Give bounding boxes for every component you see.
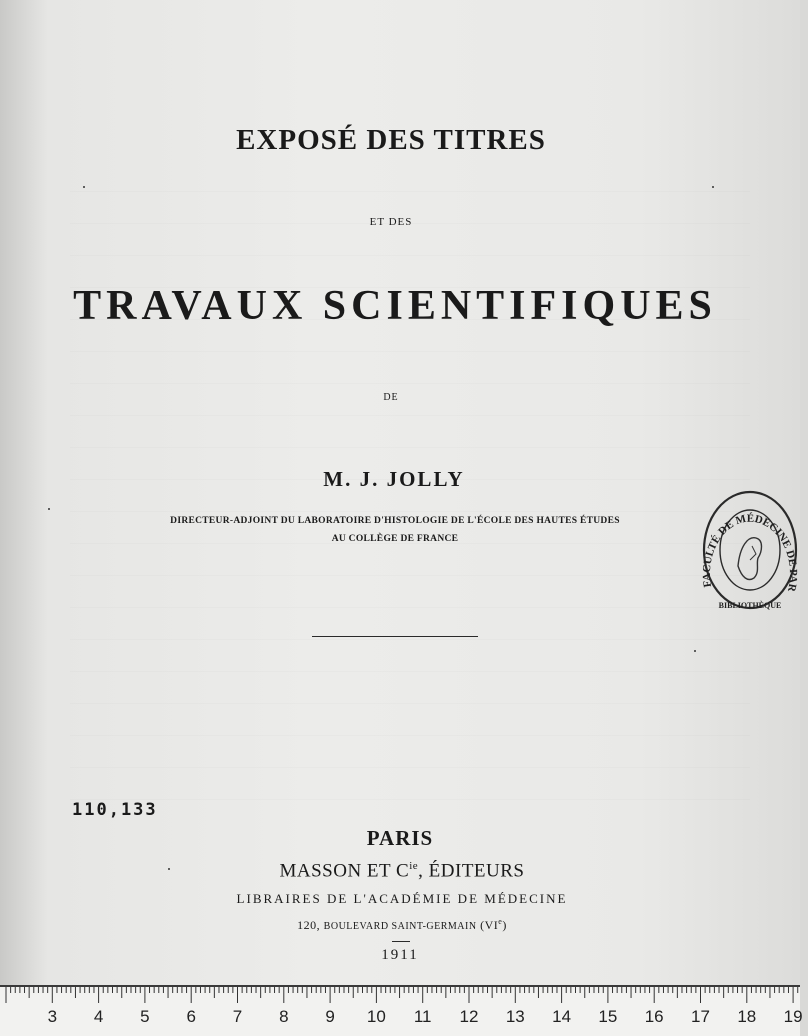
catalog-number: 110,133 — [72, 800, 158, 820]
ruler-number: 12 — [459, 1007, 479, 1026]
author-role-line-1: DIRECTEUR-ADJOINT DU LABORATOIRE D'HISTOLOGIE DE L'ÉCOLE DES HAUTES ÉTUDES — [170, 516, 620, 526]
publication-year: 1911 — [381, 947, 419, 963]
ruler-number: 18 — [737, 1007, 757, 1026]
ruler-number: 17 — [691, 1007, 710, 1026]
author-name: M. J. JOLLY — [323, 467, 465, 491]
divider-rule — [312, 636, 478, 637]
title-line-1: EXPOSÉ DES TITRES — [236, 124, 546, 156]
ruler-number: 5 — [140, 1007, 150, 1026]
ruler-number: 10 — [366, 1007, 386, 1026]
ruler-number: 16 — [644, 1007, 664, 1026]
ruler-number: 11 — [413, 1007, 432, 1026]
publisher-address: 120, BOULEVARD SAINT-GERMAIN (VIe) — [297, 917, 507, 932]
publisher-note: LIBRAIRES DE L'ACADÉMIE DE MÉDECINE — [236, 891, 568, 906]
library-stamp — [698, 486, 802, 616]
year-rule — [392, 941, 410, 942]
stamp-inner-text: BIBLIOTHÈQUE — [718, 601, 782, 610]
ruler-number: 9 — [325, 1007, 335, 1026]
ruler-number: 13 — [505, 1007, 525, 1026]
title-line-2: TRAVAUX SCIENTIFIQUES — [73, 283, 717, 329]
publisher-name: MASSON ET $C^{ie}$, ÉDITEURS — [279, 860, 525, 882]
ruler-number: 6 — [186, 1007, 196, 1026]
ruler-number: 19 — [783, 1007, 803, 1026]
stamp-outer-text: FACULTÉ DE MÉDECINE DE PAR — [700, 512, 800, 593]
ruler-number: 7 — [232, 1007, 243, 1026]
title-connector: ET DES — [369, 216, 413, 228]
author-role-line-2: AU COLLÈGE DE FRANCE — [331, 534, 459, 544]
publication-city: PARIS — [366, 826, 434, 850]
ruler-number: 8 — [279, 1007, 289, 1026]
ruler-number: 15 — [598, 1007, 618, 1026]
ruler-number: 3 — [47, 1007, 58, 1026]
measuring-ruler — [0, 985, 803, 1036]
ruler-ticks — [0, 987, 800, 1007]
preposition: DE — [383, 392, 399, 403]
ruler-number: 4 — [93, 1007, 104, 1026]
ruler-number: 14 — [552, 1007, 572, 1026]
